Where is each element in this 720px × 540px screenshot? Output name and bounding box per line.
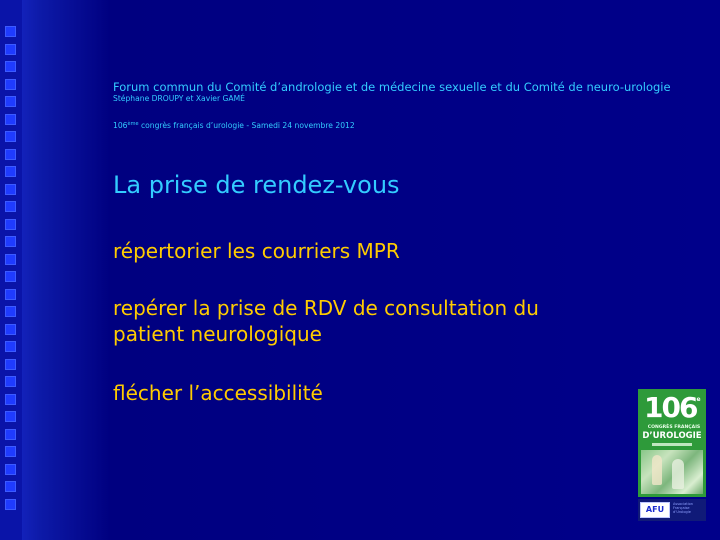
decorative-square — [5, 44, 16, 55]
decorative-square — [5, 96, 16, 107]
decorative-square — [5, 429, 16, 440]
poster-number-digits: 106 — [644, 391, 697, 424]
decorative-square — [5, 201, 16, 212]
poster-number-sup: e — [696, 396, 701, 403]
bullet-item-text: repérer la prise de RDV de consultation du patient neurologique — [113, 296, 539, 346]
decorative-square — [5, 359, 16, 370]
authors-line: Stéphane DROUPY et Xavier GAMÉ — [113, 94, 245, 103]
decorative-square — [5, 184, 16, 195]
poster-divider — [652, 443, 692, 446]
decorative-squares-column — [5, 26, 17, 516]
slide-header — [113, 80, 713, 104]
decorative-square — [5, 254, 16, 265]
congress-suffix: ème — [127, 121, 139, 127]
bullet-item: flécher l’accessibilité — [113, 381, 323, 405]
decorative-square — [5, 79, 16, 90]
decorative-square — [5, 61, 16, 72]
decorative-square — [5, 499, 16, 510]
forum-line: Forum commun du Comité d’andrologie et de médecine sexuelle et du Comité de neuro-urologie — [113, 80, 671, 94]
decorative-square — [5, 26, 16, 37]
decorative-square — [5, 324, 16, 335]
decorative-square — [5, 394, 16, 405]
decorative-square — [5, 446, 16, 457]
afu-logo: AFU — [640, 502, 670, 518]
congress-number: 106 — [113, 121, 128, 130]
afu-caption: Association Française d’Urologie — [673, 502, 693, 514]
decorative-square — [5, 131, 16, 142]
decorative-square — [5, 481, 16, 492]
poster-figure — [652, 455, 662, 485]
bullet-item: répertorier les courriers MPR — [113, 239, 400, 263]
decorative-square — [5, 166, 16, 177]
decorative-square — [5, 289, 16, 300]
poster-figure — [672, 459, 684, 489]
decorative-square — [5, 271, 16, 282]
bullet-item — [113, 295, 613, 347]
congress-poster-thumbnail — [638, 389, 706, 497]
decorative-square — [5, 464, 16, 475]
poster-congress-label: CONGRÈS FRANÇAIS — [647, 425, 701, 430]
slide-title: La prise de rendez-vous — [113, 171, 400, 199]
decorative-square — [5, 306, 16, 317]
congress-details: congrès français d’urologie - Samedi 24 novembre 2012 — [138, 121, 355, 130]
decorative-square — [5, 236, 16, 247]
poster-urologie-label: D’UROLOGIE — [642, 431, 702, 441]
decorative-square — [5, 411, 16, 422]
decorative-square — [5, 376, 16, 387]
decorative-square — [5, 219, 16, 230]
decorative-square — [5, 114, 16, 125]
decorative-square — [5, 149, 16, 160]
decorative-square — [5, 341, 16, 352]
congress-line — [113, 119, 355, 131]
decorative-side-band — [0, 0, 22, 540]
